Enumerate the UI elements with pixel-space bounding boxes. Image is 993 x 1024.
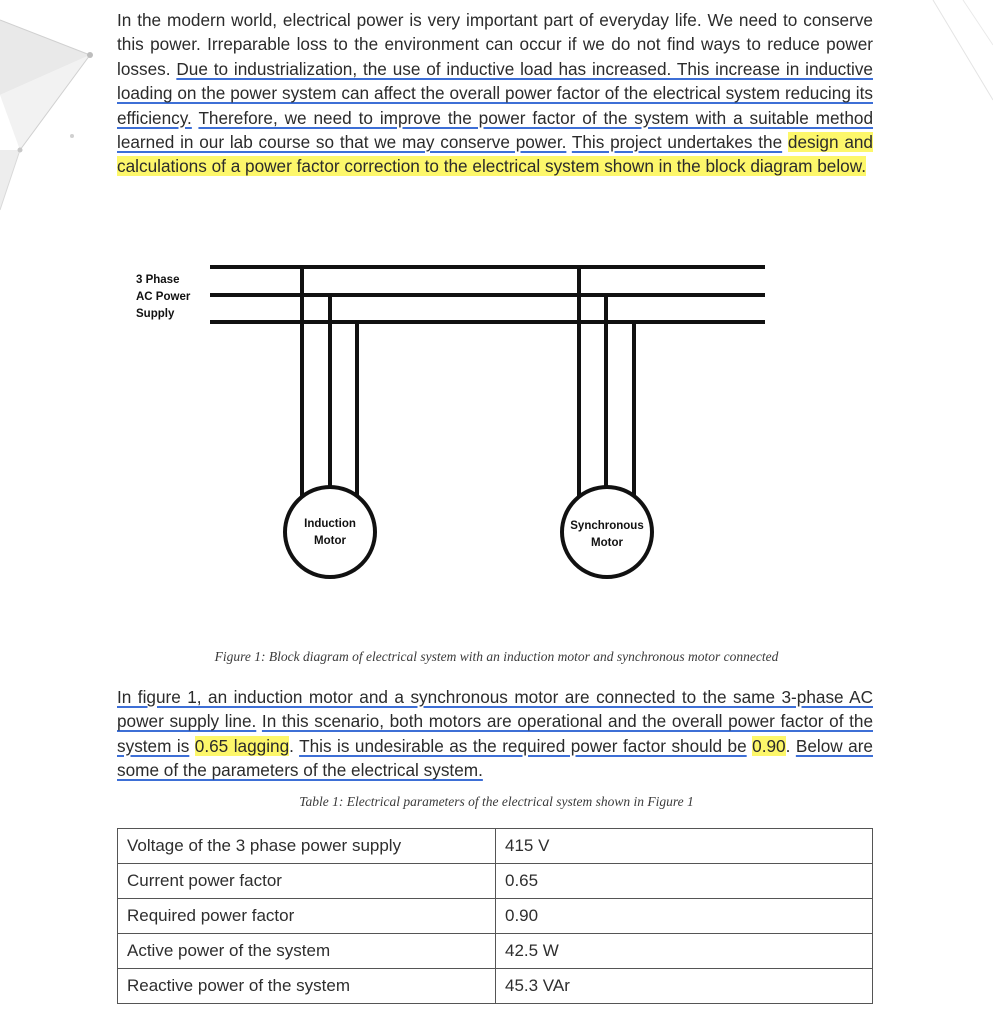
parameter-value: 0.90 — [496, 899, 873, 934]
table-row — [118, 864, 873, 899]
parameter-value: 0.65 — [496, 864, 873, 899]
table-row — [118, 934, 873, 969]
synchronous-motor-feeders — [579, 267, 634, 502]
parameter-label: Voltage of the 3 phase power supply — [118, 829, 496, 864]
body-sentence-1: In figure 1, an induction motor and a synchronous motor are connected to the same 3-phase AC power supply line. — [117, 687, 873, 732]
intro-highlight: design and calculations of a power factor correction to the electrical system shown in the block diagram below. — [117, 132, 873, 177]
body-sentence-2a: In this scenario, both motors are operational and the overall power factor of the system is — [117, 711, 873, 756]
supply-label-line3: Supply — [136, 308, 175, 320]
intro-sentence-2: Due to industrialization, the use of inductive load has increased. This increase in inductive loading on the power system can affect the overall power factor of the electrical system reducing its efficiency. — [117, 58, 873, 128]
parameters-table — [117, 828, 873, 1004]
body-highlight-pf: 0.65 lagging — [194, 735, 290, 756]
intro-paragraph — [117, 8, 873, 179]
induction-motor-circle — [285, 487, 375, 577]
table-row — [118, 969, 873, 1004]
decorative-lines-right — [923, 0, 993, 120]
body-paragraph — [117, 685, 873, 783]
parameter-label: Required power factor — [118, 899, 496, 934]
synchronous-motor-label-2: Motor — [591, 537, 623, 549]
body-highlight-required: 0.90 — [752, 735, 786, 756]
parameter-value: 45.3 VAr — [496, 969, 873, 1004]
supply-label-line1: 3 Phase — [136, 274, 180, 286]
induction-motor-label-2: Motor — [314, 535, 346, 547]
figure-caption: Figure 1: Block diagram of electrical system with an induction motor and synchronous motor connected — [214, 649, 779, 664]
table-row — [118, 829, 873, 864]
intro-sentence-4a: This project undertakes the — [571, 132, 783, 153]
induction-motor-feeders — [302, 267, 357, 502]
intro-sentence-1: In the modern world, electrical power is very important part of everyday life. We need to conserve this power. Irreparable loss to the environment can occur if we do not find ways to reduce power losses. — [117, 10, 873, 79]
body-sentence-3a: This is undesirable as the required power factor should be — [299, 735, 747, 756]
parameter-value: 415 V — [496, 829, 873, 864]
body-period-2: . — [785, 735, 791, 756]
synchronous-motor-circle — [562, 487, 652, 577]
block-diagram — [0, 240, 993, 610]
table-caption: Table 1: Electrical parameters of the electrical system shown in Figure 1 — [299, 794, 694, 809]
decorative-polygon-left — [0, 0, 110, 220]
table-row — [118, 899, 873, 934]
parameter-label: Current power factor — [118, 864, 496, 899]
synchronous-motor-label-1: Synchronous — [570, 520, 644, 532]
parameter-label: Reactive power of the system — [118, 969, 496, 1004]
parameter-value: 42.5 W — [496, 934, 873, 969]
body-period-1: . — [289, 735, 294, 756]
intro-sentence-3: Therefore, we need to improve the power factor of the system with a suitable method learned in our lab course so that we may conserve power. — [117, 107, 874, 153]
parameter-label: Active power of the system — [118, 934, 496, 969]
body-sentence-4: Below are some of the parameters of the electrical system. — [117, 735, 873, 781]
supply-label-line2: AC Power — [136, 291, 191, 303]
induction-motor-label-1: Induction — [304, 518, 356, 530]
